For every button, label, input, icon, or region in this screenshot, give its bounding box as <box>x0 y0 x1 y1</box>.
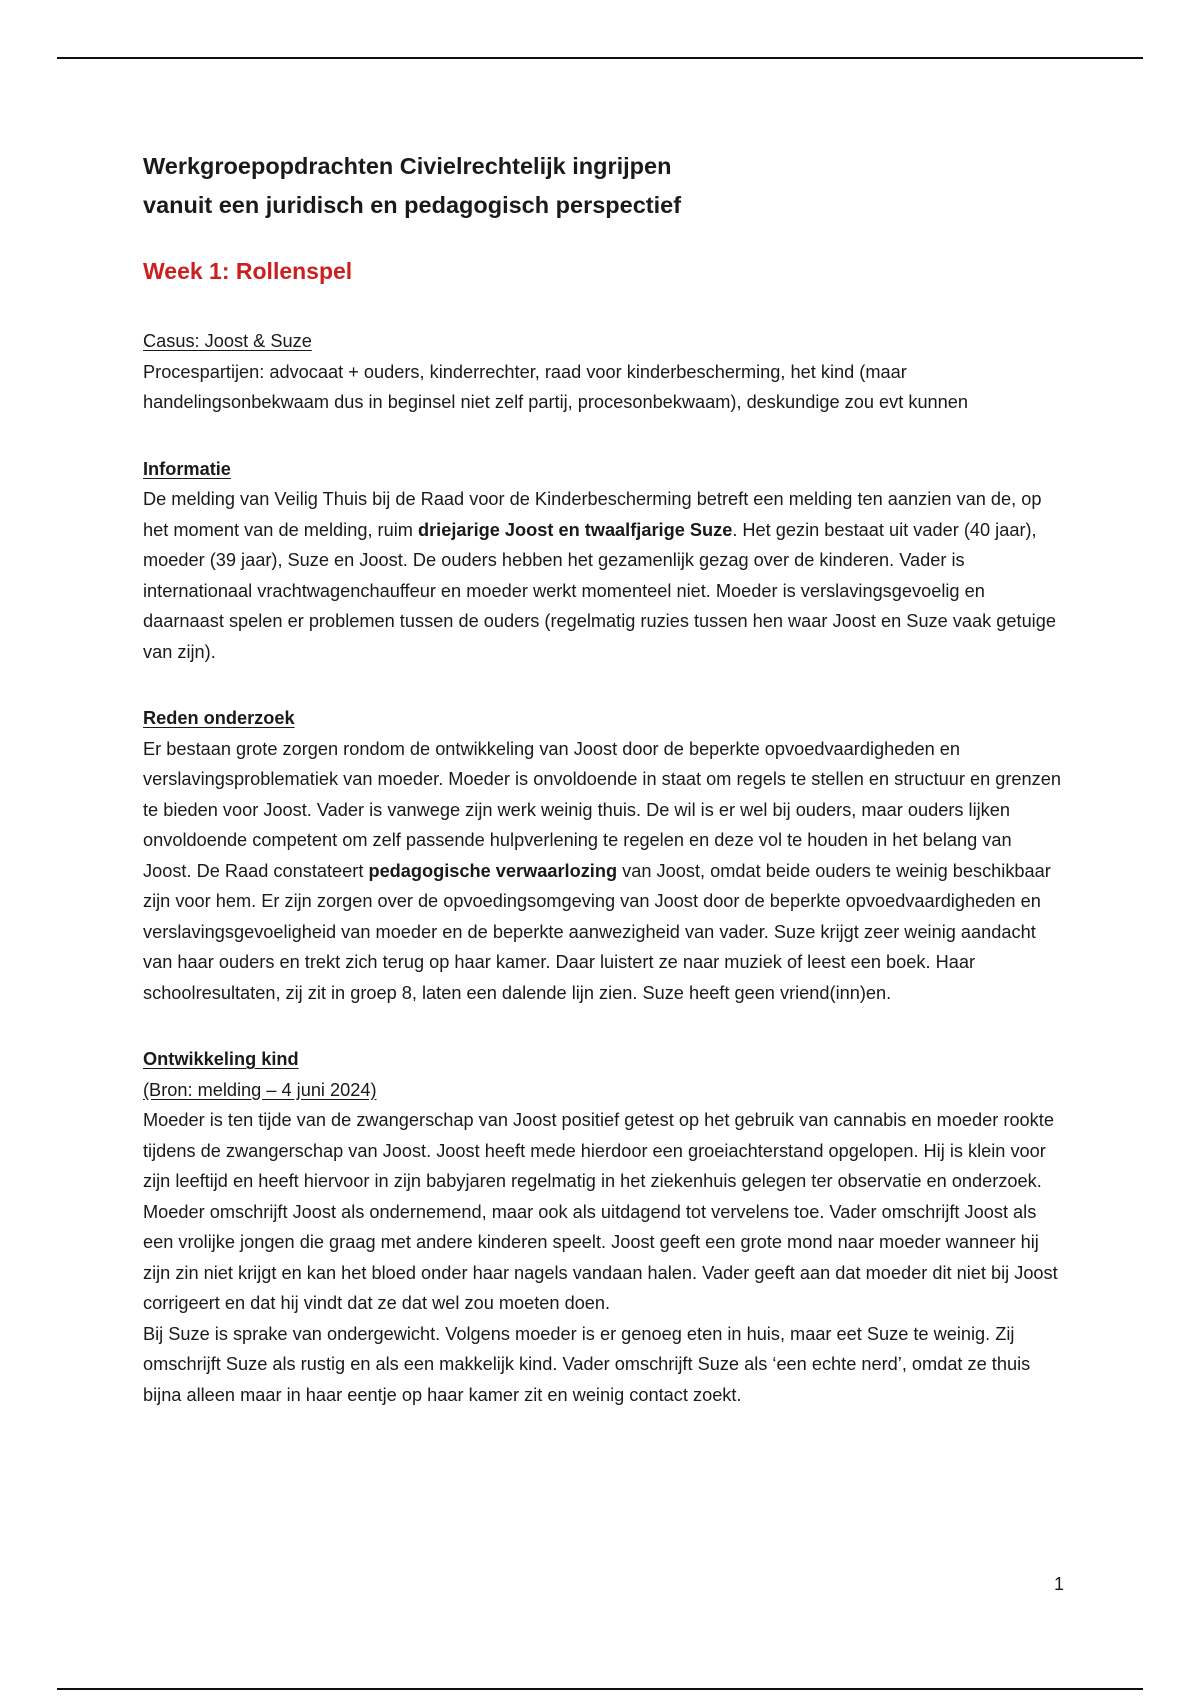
reden-text-start: Er bestaan grote zorgen rondom de ontwikkeling van Joost door de beperkte opvoedvaardigheden en verslavingsproblematiek van moeder. Moeder is onvoldoende in staat om regels te stellen en structuur en grenzen te bieden voor Joost. Vader is vanwege zijn werk weinig thuis. De wil is er wel bij ouders, maar ouders lijken onvoldoende competent om zelf passende hulpverlening te regelen en deze vol te houden in het belang van Joost. De Raad constateert <box>143 738 1061 881</box>
casus-section <box>143 326 1063 418</box>
top-rule <box>57 57 1143 59</box>
reden-heading: Reden onderzoek <box>143 708 295 728</box>
informatie-text <box>143 484 1063 667</box>
informatie-text-start: De melding van Veilig Thuis bij de Raad voor de Kinderbescherming betreft een melding ten aanzien van de, op het moment van de melding, ruim <box>143 489 1042 540</box>
reden-text-end: van Joost, omdat beide ouders te weinig beschikbaar zijn voor hem. Er zijn zorgen over de opvoedingsomgeving van Joost door de beperkte opvoedvaardigheden en verslavingsgevoeligheid van moeder en de beperkte aanwezigheid van vader. Suze krijgt zeer weinig aandacht van haar ouders en trekt zich terug op haar kamer. Daar luistert ze naar muziek of leest een boek. Haar schoolresultaten, zij zit in groep 8, laten een dalende lijn zien. Suze heeft geen vriend(inn)en. <box>143 860 1051 1003</box>
informatie-section <box>143 454 1063 668</box>
ontwikkeling-text-suze: Bij Suze is sprake van ondergewicht. Volgens moeder is er genoeg eten in huis, maar eet Suze te weinig. Zij omschrijft Suze als rustig en als een makkelijk kind. Vader omschrijft Suze als ‘een echte nerd’, omdat ze thuis bijna alleen maar in haar eentje op haar kamer zit en weinig contact zoekt. <box>143 1323 1031 1405</box>
ontwikkeling-section <box>143 1044 1063 1410</box>
ontwikkeling-heading: Ontwikkeling kind <box>143 1049 299 1069</box>
informatie-heading: Informatie <box>143 458 231 479</box>
reden-text <box>143 734 1063 1009</box>
ontwikkeling-source-line <box>143 1075 1063 1106</box>
bottom-rule <box>57 1688 1143 1690</box>
casus-text: Procespartijen: advocaat + ouders, kinderrechter, raad voor kinderbescherming, het kind (maar handelingsonbekwaam dus in beginsel niet zelf partij, procesonbekwaam), deskundige zou evt kunnen <box>143 361 969 412</box>
reden-text-bold: pedagogische verwaarlozing <box>368 860 618 881</box>
informatie-text-bold: driejarige Joost en twaalfjarige Suze <box>417 519 733 540</box>
informatie-text-end: . Het gezin bestaat uit vader (40 jaar), moeder (39 jaar), Suze en Joost. De ouders hebben het gezamenlijk gezag over de kinderen. Vader is internationaal vrachtwagenchauffeur en moeder werkt momenteel niet. Moeder is verslavingsgevoelig en daarnaast spelen er problemen tussen de ouders (regelmatig ruzies tussen hen waar Joost en Suze vaak getuige van zijn). <box>143 519 1056 662</box>
page-number: 1 <box>1053 1574 1064 1594</box>
title-line-1: Werkgroepopdrachten Civielrechtelijk ingrijpen <box>143 153 672 179</box>
casus-heading: Casus: Joost & Suze <box>143 331 312 351</box>
week-heading: Week 1: Rollenspel <box>143 258 353 284</box>
reden-section <box>143 703 1063 1008</box>
ontwikkeling-text-joost: Moeder is ten tijde van de zwangerschap van Joost positief getest op het gebruik van cannabis en moeder rookte tijdens de zwangerschap van Joost. Joost heeft mede hierdoor een groeiachterstand opgelopen. Hij is klein voor zijn leeftijd en heeft hiervoor in zijn babyjaren regelmatig in het ziekenhuis gelegen ter observatie en onderzoek. Moeder omschrijft Joost als ondernemend, maar ook als uitdagend tot vervelens toe. Vader omschrijft Joost als een vrolijke jongen die graag met andere kinderen speelt. Joost geeft een grote mond naar moeder wanneer hij zijn zin niet krijgt en kan het bloed onder haar nagels vandaan halen. Vader geeft aan dat moeder dit niet bij Joost corrigeert en dat hij vindt dat ze dat wel zou moeten doen. <box>143 1110 1058 1313</box>
ontwikkeling-source: (Bron: melding – 4 juni 2024) <box>143 1079 377 1100</box>
title-line-2: vanuit een juridisch en pedagogisch perspectief <box>143 192 682 218</box>
document-page <box>143 147 1063 1410</box>
document-title <box>143 147 1063 225</box>
